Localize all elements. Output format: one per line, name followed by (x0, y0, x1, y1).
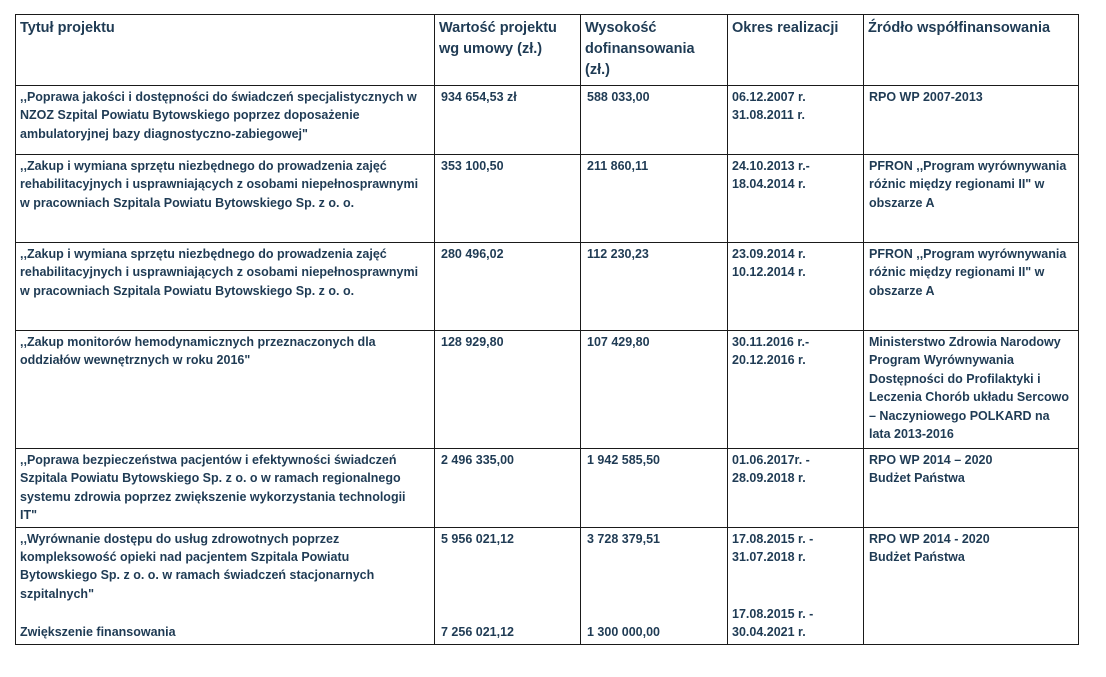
source-line: Budżet Państwa (869, 471, 965, 486)
period-start: 06.12.2007 r. (732, 90, 806, 104)
project-title-extra: Zwiększenie finansowania (20, 625, 176, 640)
project-title: ,,Zakup i wymiana sprzętu niezbędnego do prowadzenia zajęć rehabilitacyjnych i usprawniających z osobami niepełnosprawnymi w pracowniach Szpitala Powiatu Bytowskiego Sp. z o. o. (16, 243, 435, 331)
table-row (16, 331, 1079, 449)
project-period (728, 331, 864, 449)
source-line: RPO WP 2014 – 2020 (869, 453, 993, 467)
project-source: Ministerstwo Zdrowia Narodowy Program Wyrównywania Dostępności do Profilaktyki i Leczenia Chorób układu Sercowo – Naczyniowego POLKARD na lata 2013-2016 (864, 331, 1079, 449)
period-end: 10.12.2014 r. (732, 265, 806, 280)
project-period (728, 527, 864, 644)
header-row (16, 15, 1079, 86)
header-source: Źródło współfinansowania (864, 15, 1079, 86)
period-start: 17.08.2015 r. - (732, 531, 814, 546)
project-title: ,,Poprawa jakości i dostępności do świadczeń specjalistycznych w NZOZ Szpital Powiatu Bytowskiego poprzez doposażenie ambulatoryjnej bazy diagnostyczno-zabiegowej" (16, 86, 435, 155)
projects-table (15, 14, 1079, 645)
period-end: 18.04.2014 r. (732, 177, 806, 192)
header-value: Wartość projektu wg umowy (zł.) (435, 15, 581, 86)
project-funding-extra: 1 300 000,00 (587, 625, 660, 640)
project-value: 128 929,80 (435, 331, 581, 449)
project-source: PFRON ,,Program wyrównywania różnic między regionami II" w obszarze A (864, 155, 1079, 243)
project-title (16, 527, 435, 644)
project-funding: 112 230,23 (581, 243, 728, 331)
project-title: ,,Zakup i wymiana sprzętu niezbędnego do prowadzenia zajęć rehabilitacyjnych i usprawniających z osobami niepełnosprawnymi w pracowniach Szpitala Powiatu Bytowskiego Sp. z o. o. (16, 155, 435, 243)
project-source: PFRON ,,Program wyrównywania różnic między regionami II" w obszarze A (864, 243, 1079, 331)
header-title: Tytuł projektu (16, 15, 435, 86)
table-row (16, 86, 1079, 155)
document (15, 14, 1079, 645)
project-value: 934 654,53 zł (435, 86, 581, 155)
project-period (728, 86, 864, 155)
period-start: 23.09.2014 r. (732, 247, 806, 261)
period-extra-end: 30.04.2021 r. (732, 625, 806, 640)
project-period (728, 243, 864, 331)
project-funding: 211 860,11 (581, 155, 728, 243)
project-value-extra: 7 256 021,12 (441, 625, 514, 640)
project-value: 353 100,50 (435, 155, 581, 243)
project-funding: 107 429,80 (581, 331, 728, 449)
table-row (16, 527, 1079, 644)
period-end: 31.07.2018 r. (732, 550, 806, 565)
period-extra (732, 605, 813, 642)
project-source (864, 449, 1079, 528)
project-funding (581, 527, 728, 644)
project-source: RPO WP 2007-2013 (864, 86, 1079, 155)
project-period (728, 155, 864, 243)
project-source (864, 527, 1079, 644)
project-value: 2 496 335,00 (435, 449, 581, 528)
header-funding: Wysokość dofinansowania (zł.) (581, 15, 728, 86)
project-value-text: 5 956 021,12 (441, 531, 514, 546)
table-row (16, 449, 1079, 528)
period-end: 20.12.2016 r. (732, 353, 806, 368)
project-funding-text: 3 728 379,51 (587, 531, 660, 546)
project-value: 280 496,02 (435, 243, 581, 331)
period-start: 01.06.2017r. - (732, 453, 810, 467)
period-start: 30.11.2016 r.- (732, 335, 810, 349)
project-title: ,,Zakup monitorów hemodynamicznych przeznaczonych dla oddziałów wewnętrznych w roku 2016" (16, 331, 435, 449)
period-end: 31.08.2011 r. (732, 108, 805, 123)
project-title-text: ,,Wyrównanie dostępu do usług zdrowotnych poprzez kompleksowość opieki nad pacjentem Szpitala Powiatu Bytowskiego Sp. z o. o. w ramach świadczeń stacjonarnych szpitalnych" (20, 531, 375, 601)
period-extra-start: 17.08.2015 r. - (732, 606, 814, 621)
project-value (435, 527, 581, 644)
table-row (16, 243, 1079, 331)
source-line: RPO WP 2014 - 2020 (869, 531, 990, 546)
project-title: ,,Poprawa bezpieczeństwa pacjentów i efektywności świadczeń Szpitala Powiatu Bytowskiego Sp. z o. o w ramach regionalnego systemu zdrowia poprzez zwiększenie wykorzystania technologii IT" (16, 449, 435, 528)
table-row (16, 155, 1079, 243)
period-end: 28.09.2018 r. (732, 471, 806, 486)
project-period (728, 449, 864, 528)
period-start: 24.10.2013 r.- (732, 159, 810, 173)
project-funding: 588 033,00 (581, 86, 728, 155)
header-period: Okres realizacji (728, 15, 864, 86)
project-funding: 1 942 585,50 (581, 449, 728, 528)
source-line: Budżet Państwa (869, 550, 965, 565)
